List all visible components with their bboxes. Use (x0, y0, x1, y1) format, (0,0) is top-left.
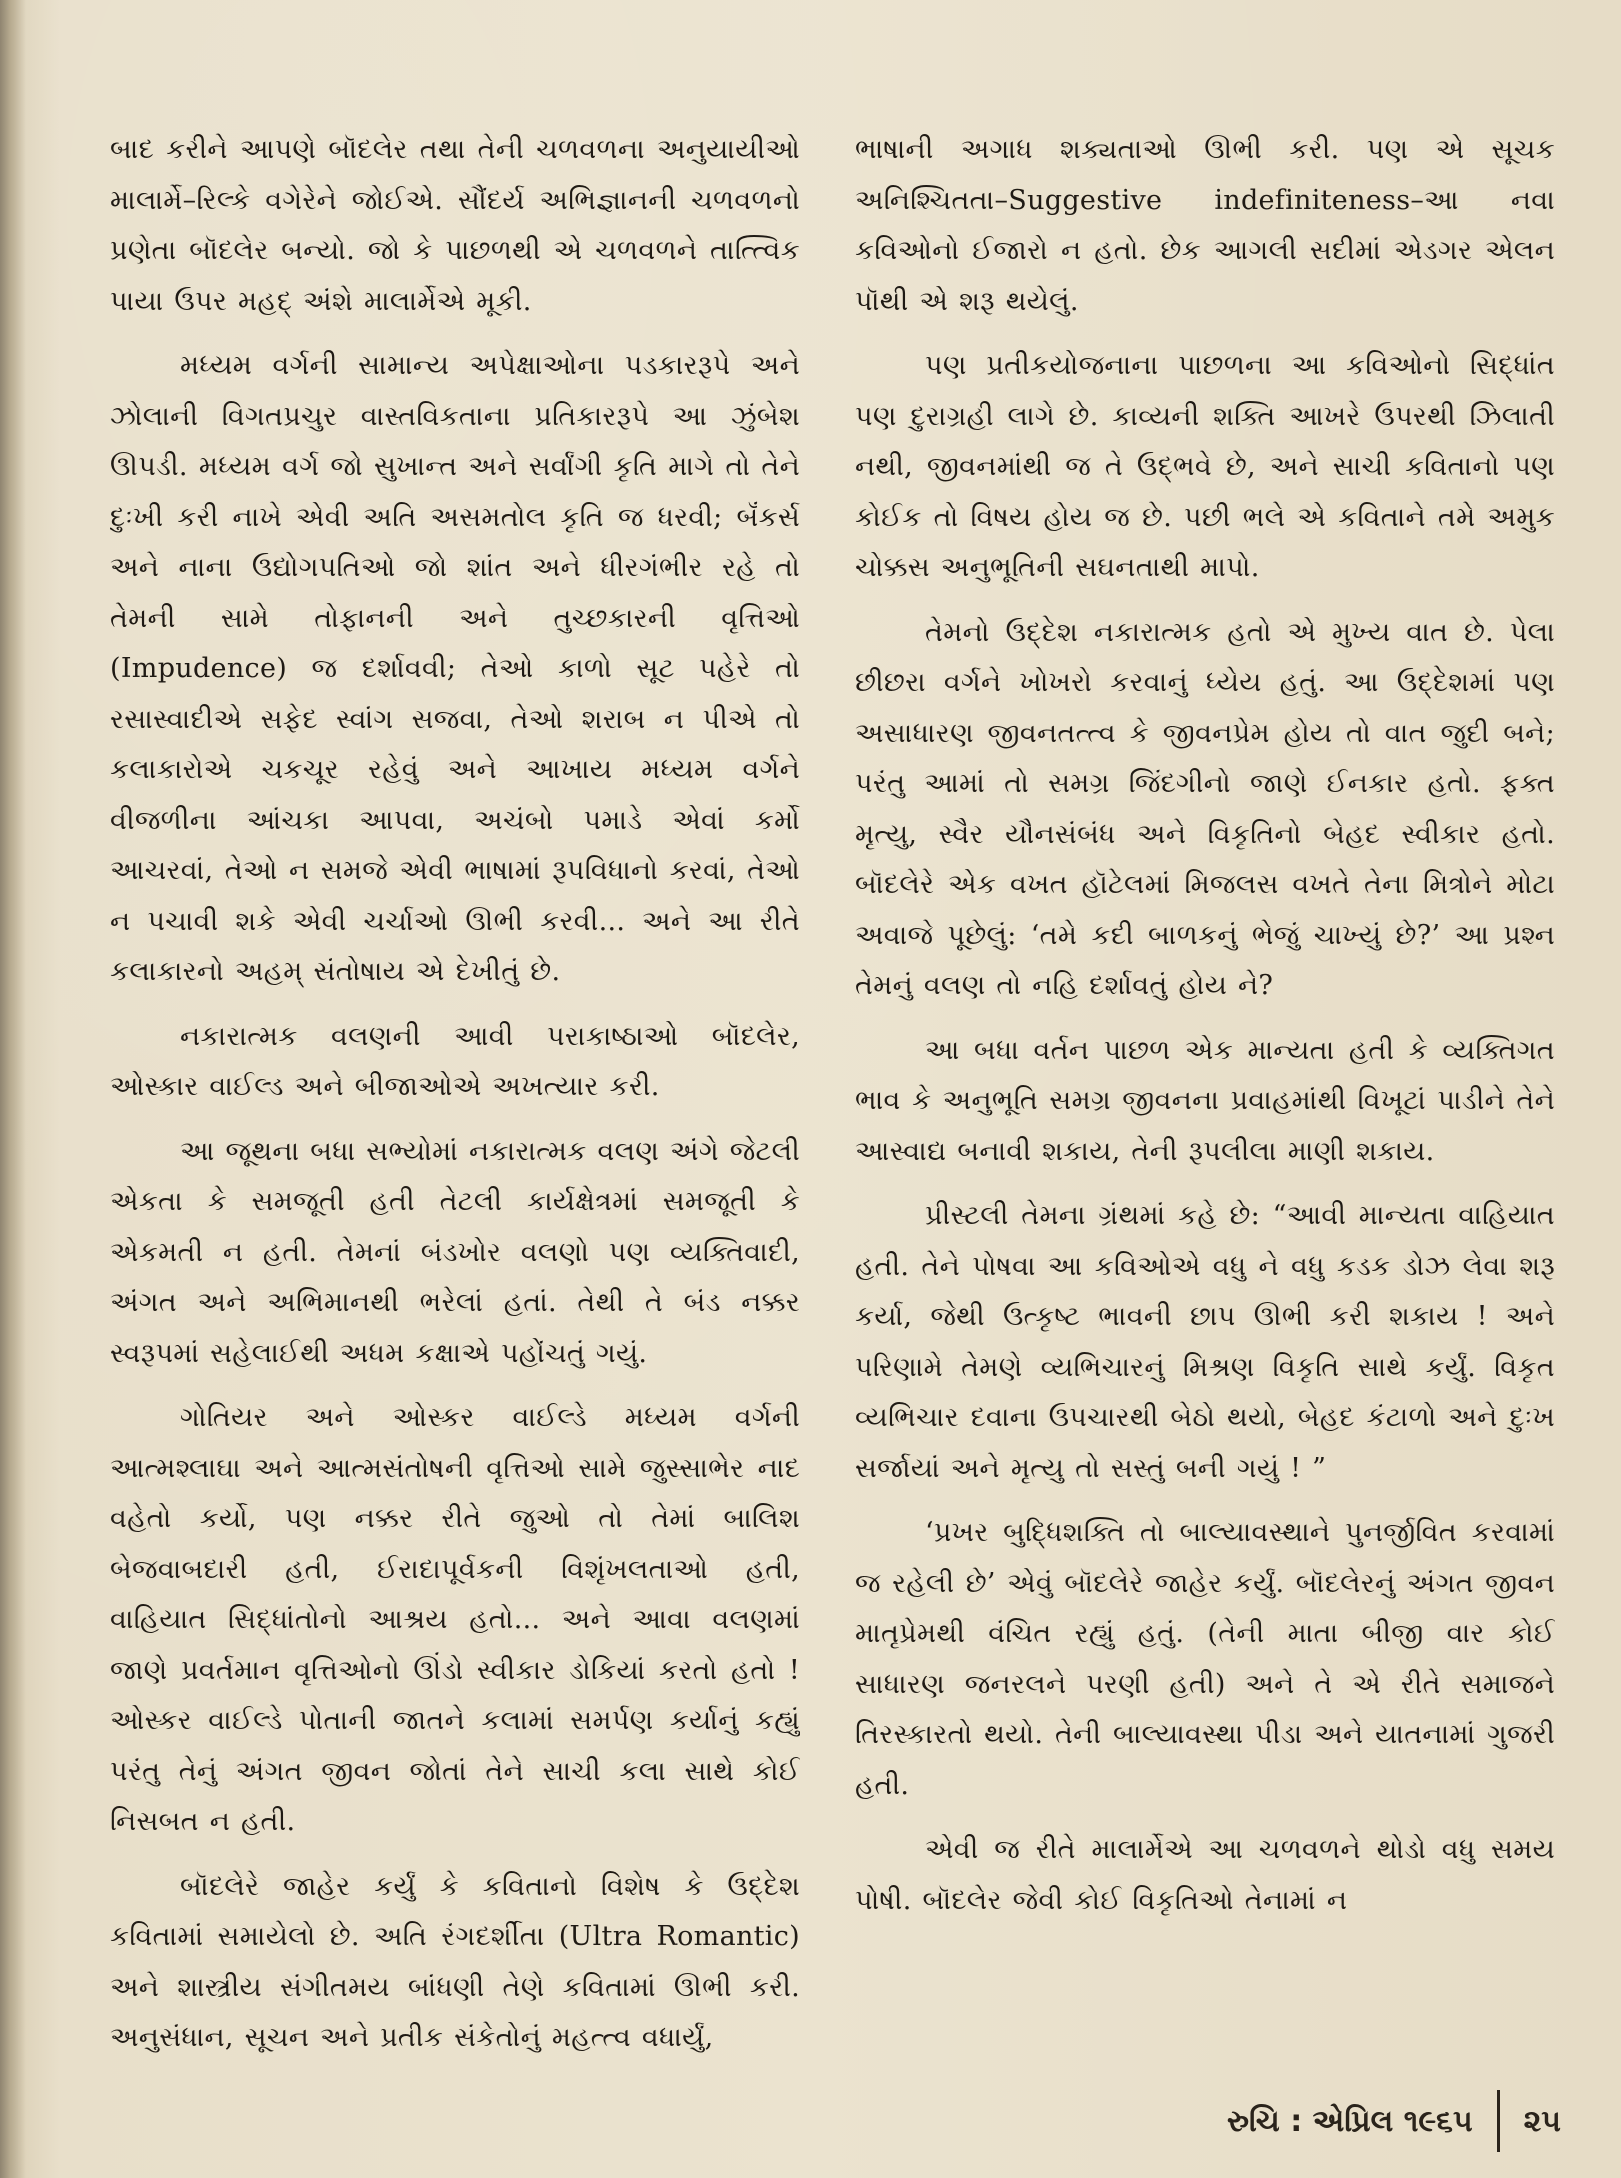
paragraph: પ્રીસ્ટલી તેમના ગ્રંથમાં કહે છે: “આવી માન્યતા વાહિયાત હતી. તેને પોષવા આ કવિઓએ વધુ ને વધુ કડક ડોઝ લેવા શરૂ કર્યા, જેથી ઉત્કૃષ્ટ ભાવની છાપ ઊભી કરી શકાય ! અને પરિણામે તેમણે વ્યભિચારનું મિશ્રણ વિકૃતિ સાથે કર્યું. વિકૃત વ્યભિચાર દવાના ઉપચારથી બેઠો થયો, બેહદ કંટાળો અને દુઃખ સર્જાયાં અને મૃત્યુ તો સસ્તું બની ગયું ! ” (855, 1200, 1555, 1484)
footer-divider (1497, 2090, 1500, 2152)
paragraph: ભાષાની અગાધ શક્યતાઓ ઊભી કરી. પણ એ સૂચક અનિશ્ચિતતા–Suggestive indefiniteness–આ નવા કવિઓનો ઈજારો ન હતો. છેક આગલી સદીમાં એડગર એલન પૉથી એ શરૂ થયેલું. (855, 134, 1555, 317)
paragraph: મધ્યમ વર્ગની સામાન્ય અપેક્ષાઓના પડકારરૂપે અને ઝોલાની વિગતપ્રચુર વાસ્તવિકતાના પ્રતિકારરૂપે આ ઝુંબેશ ઊપડી. મધ્યમ વર્ગ જો સુખાન્ત અને સર્વાંગી કૃતિ માગે તો તેને દુઃખી કરી નાખે એવી અતિ અસમતોલ કૃતિ જ ધરવી; બૅંકર્સ અને નાના ઉદ્યોગપતિઓ જો શાંત અને ધીરગંભીર રહે તો તેમની સામે તોફાનની અને તુચ્છકારની વૃત્તિઓ (Impudence) જ દર્શાવવી; તેઓ કાળો સૂટ પહેરે તો રસાસ્વાદીએ સફેદ સ્વાંગ સજવા, તેઓ શરાબ ન પીએ તો કલાકારોએ ચકચૂર રહેવું અને આખાય મધ્યમ વર્ગને વીજળીના આંચકા આપવા, અચંબો પમાડે એવાં કર્મો આચરવાં, તેઓ ન સમજે એવી ભાષામાં રૂપવિધાનો કરવાં, તેઓ ન પચાવી શકે એવી ચર્ચાઓ ઊભી કરવી... અને આ રીતે કલાકારનો અહમ્ સંતોષાય એ દેખીતું છે. (110, 350, 800, 987)
paragraph: એવી જ રીતે માલાર્મેએ આ ચળવળને થોડો વધુ સમય પોષી. બૉદલેર જેવી કોઈ વિકૃતિઓ તેનામાં ન (855, 1834, 1555, 1916)
left-column (110, 125, 800, 2055)
publication-name: રુચિ : એપ્રિલ ૧૯૬૫ (1227, 2103, 1473, 2139)
paragraph: આ જૂથના બધા સભ્યોમાં નકારાત્મક વલણ અંગે જેટલી એકતા કે સમજૂતી હતી તેટલી કાર્યક્ષેત્રમાં સમજૂતી કે એકમતી ન હતી. તેમનાં બંડખોર વલણો પણ વ્યક્તિવાદી, અંગત અને અભિમાનથી ભરેલાં હતાં. તેથી તે બંડ નક્કર સ્વરૂપમાં સહેલાઈથી અધમ કક્ષાએ પહોંચતું ગયું. (110, 1135, 800, 1369)
page-number: ૨૫ (1523, 2103, 1561, 2139)
paragraph: નકારાત્મક વલણની આવી પરાકાષ્ઠાઓ બૉદલેર, ઓસ્કાર વાઈલ્ડ અને બીજાઓએ અખત્યાર કરી. (110, 1020, 800, 1102)
paragraph: ‘પ્રખર બુદ્ધિશક્તિ તો બાલ્યાવસ્થાને પુનર્જીવિત કરવામાં જ રહેલી છે’ એવું બૉદલેરે જાહેર કર્યું. બૉદલેરનું અંગત જીવન માતૃપ્રેમથી વંચિત રહ્યું હતું. (તેની માતા બીજી વાર કોઈ સાધારણ જનરલને પરણી હતી) અને તે એ રીતે સમાજને તિરસ્કારતો થયો. તેની બાલ્યાવસ્થા પીડા અને યાતનામાં ગુજરી હતી. (855, 1517, 1555, 1801)
paragraph: બાદ કરીને આપણે બૉદલેર તથા તેની ચળવળના અનુયાયીઓ માલાર્મે–રિલ્કે વગેરેને જોઈએ. સૌંદર્ય અભિજ્ઞાનની ચળવળનો પ્રણેતા બૉદલેર બન્યો. જો કે પાછળથી એ ચળવળને તાત્ત્વિક પાયા ઉપર મહદ્ અંશે માલાર્મેએ મૂકી. (110, 134, 800, 317)
paragraph: ગોતિયર અને ઓસ્કર વાઈલ્ડે મધ્યમ વર્ગની આત્મશ્લાઘા અને આત્મસંતોષની વૃત્તિઓ સામે જુસ્સાભેર નાદ વહેતો કર્યો, પણ નક્કર રીતે જુઓ તો તેમાં બાલિશ બેજવાબદારી હતી, ઈરાદાપૂર્વકની વિશૃંખલતાઓ હતી, વાહિયાત સિદ્ધાંતોનો આશ્રય હતો... અને આવા વલણમાં જાણે પ્રવર્તમાન વૃત્તિઓનો ઊંડો સ્વીકાર ડોકિયાં કરતો હતો ! ઓસ્કર વાઈલ્ડે પોતાની જાતને કલામાં સમર્પણ કર્યાનું કહ્યું પરંતુ તેનું અંગત જીવન જોતાં તેને સાચી કલા સાથે કોઈ નિસબત ન હતી. (110, 1402, 800, 1837)
binding-edge (0, 0, 26, 2178)
paragraph: બૉદલેરે જાહેર કર્યું કે કવિતાનો વિશેષ કે ઉદ્દેશ કવિતામાં સમાયેલો છે. અતિ રંગદર્શીતા (Ultra Romantic) અને શાસ્ત્રીય સંગીતમય બાંધણી તેણે કવિતામાં ઊભી કરી. અનુસંધાન, સૂચન અને પ્રતીક સંકેતોનું મહત્ત્વ વધાર્યું, (110, 1870, 800, 2053)
right-column (855, 125, 1555, 2055)
paragraph: આ બધા વર્તન પાછળ એક માન્યતા હતી કે વ્યક્તિગત ભાવ કે અનુભૂતિ સમગ્ર જીવનના પ્રવાહમાંથી વિખૂટાં પાડીને તેને આસ્વાદ્ય બનાવી શકાય, તેની રૂપલીલા માણી શકાય. (855, 1034, 1555, 1167)
paragraph: તેમનો ઉદ્દેશ નકારાત્મક હતો એ મુખ્ય વાત છે. પેલા છીછરા વર્ગને ખોખરો કરવાનું ધ્યેય હતું. આ ઉદ્દેશમાં પણ અસાધારણ જીવનતત્ત્વ કે જીવનપ્રેમ હોય તો વાત જુદી બને; પરંતુ આમાં તો સમગ્ર જિંદગીનો જાણે ઈનકાર હતો. ફક્ત મૃત્યુ, સ્વૈર યૌનસંબંધ અને વિકૃતિનો બેહદ સ્વીકાર હતો. બૉદલેરે એક વખત હૉટેલમાં મિજલસ વખતે તેના મિત્રોને મોટા અવાજે પૂછેલું: ‘તમે કદી બાળકનું ભેજું ચાખ્યું છે?’ આ પ્રશ્ન તેમનું વલણ તો નહિ દર્શાવતું હોય ને? (855, 616, 1555, 1001)
page-footer (1227, 2086, 1561, 2156)
paragraph: પણ પ્રતીકયોજનાના પાછળના આ કવિઓનો સિદ્ધાંત પણ દુરાગ્રહી લાગે છે. કાવ્યની શક્તિ આખરે ઉપરથી ઝિલાતી નથી, જીવનમાંથી જ તે ઉદ્ભવે છે, અને સાચી કવિતાનો પણ કોઈક તો વિષય હોય જ છે. પછી ભલે એ કવિતાને તમે અમુક ચોક્કસ અનુભૂતિની સઘનતાથી માપો. (855, 350, 1555, 583)
